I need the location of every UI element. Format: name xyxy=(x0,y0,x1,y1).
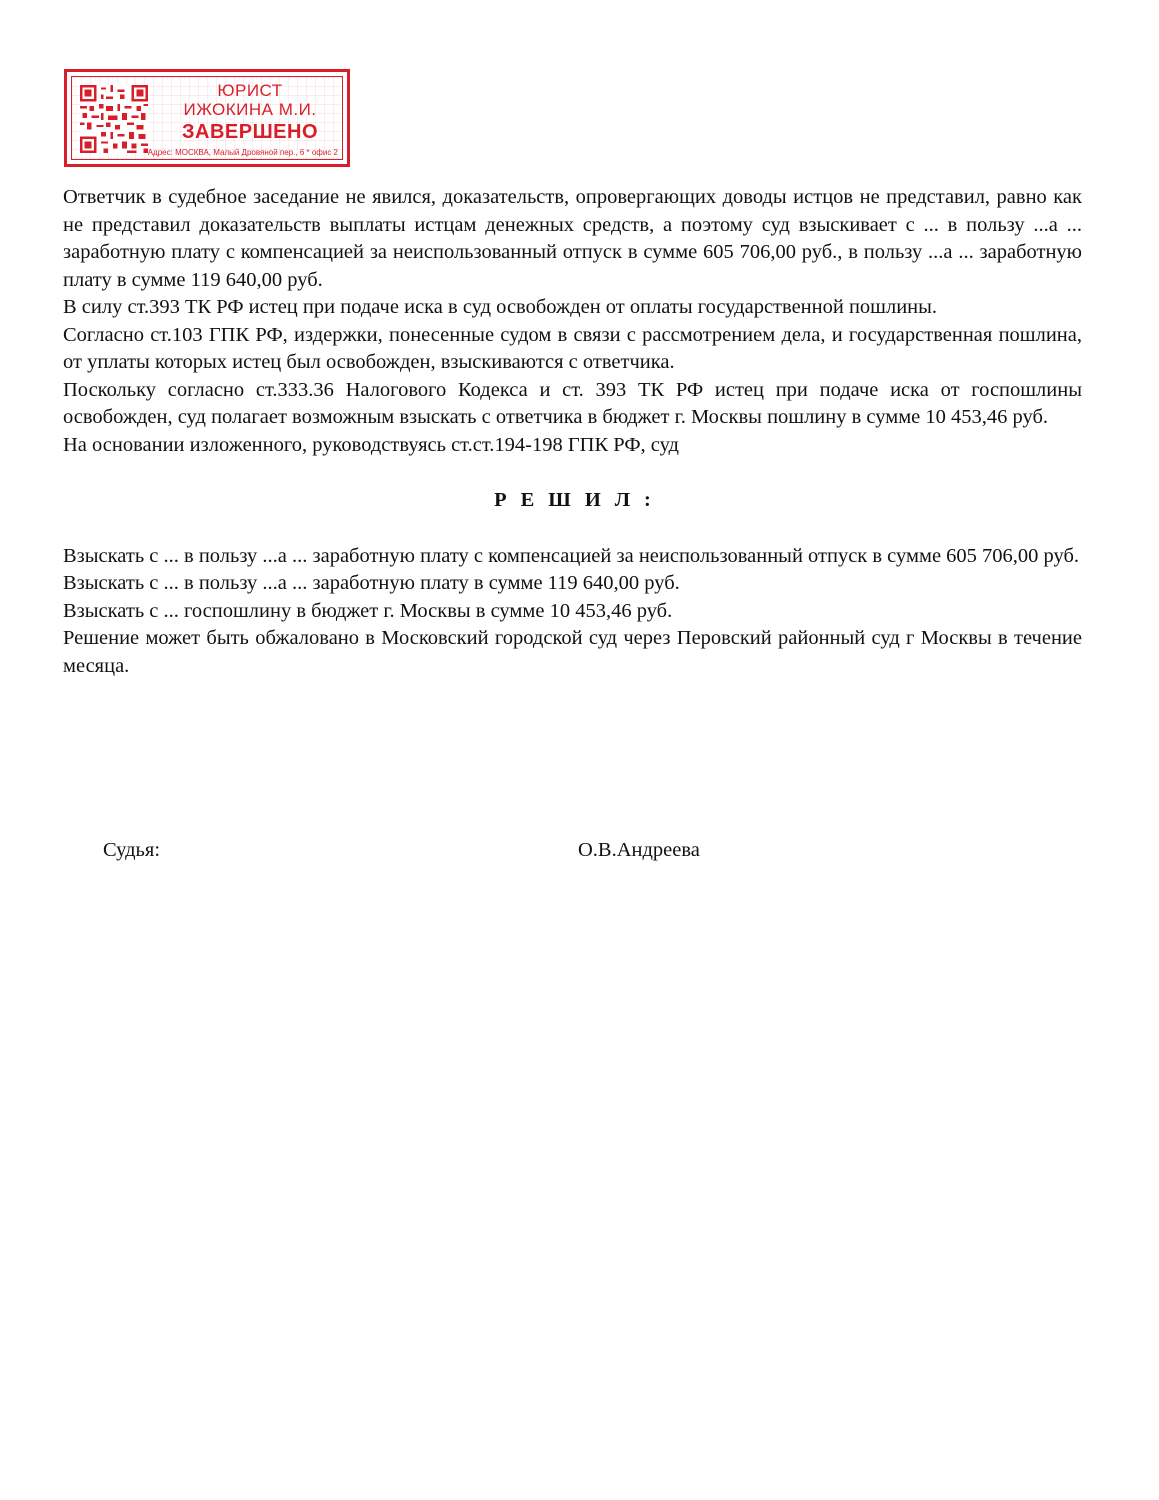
judge-label: Судья: xyxy=(103,839,161,861)
stamp-address: Адрес: МОСКВА, Малый Дровяной пер., 6 * офис 2 xyxy=(147,148,338,157)
lawyer-stamp xyxy=(64,69,350,167)
paragraph-fee-exemption: В силу ст.393 ТК РФ истец при подаче иска в суд освобожден от оплаты государственной пошлины. xyxy=(63,296,938,318)
paragraph-costs-recovery: Согласно ст.103 ГПК РФ, издержки, понесенные судом в связи с рассмотрением дела, и государственная пошлина, от уплаты которых истец был освобожден, взыскиваются с ответчика. xyxy=(63,323,1082,373)
stamp-role: ЮРИСТ xyxy=(217,81,283,100)
stamp-name: ИЖОКИНА М.И. xyxy=(183,100,317,119)
stamp-status: ЗАВЕРШЕНО xyxy=(181,121,319,143)
decision-heading: РЕШИЛ: xyxy=(494,489,665,511)
stamp-text-block xyxy=(160,81,340,144)
document-body xyxy=(63,184,1082,680)
appeal-notice: Решение может быть обжаловано в Московский городской суд через Перовский районный суд г Москвы в течение месяца. xyxy=(63,627,1082,677)
decision-item-2: Взыскать с ... в пользу ...а ... заработную плату в сумме 119 640,00 руб. xyxy=(63,572,680,594)
decision-item-1: Взыскать с ... в пользу ...а ... заработную плату с компенсацией за неиспользованный отпуск в сумме 605 706,00 руб. xyxy=(63,544,1080,567)
paragraph-state-duty: Поскольку согласно ст.333.36 Налогового Кодекса и ст. 393 ТК РФ истец при подаче иска от госпошлины освобожден, суд полагает возможным взыскать с ответчика в бюджет г. Москвы пошлину в сумме 10 453,46 руб. xyxy=(63,378,1082,428)
paragraph-defendant-absence: Ответчик в судебное заседание не явился, доказательств, опровергающих доводы истцов не представил, равно как не представил доказательств выплаты истцам денежных средств, а поэтому суд взыскивает с ... в пользу ...а ... заработную плату с компенсацией за неиспользованный отпуск в сумме 605 706,00 руб., в пользу ...а ... заработную плату в сумме 119 640,00 руб. xyxy=(63,186,1082,291)
stamp-frame xyxy=(71,76,343,160)
decision-item-3: Взыскать с ... госпошлину в бюджет г. Москвы в сумме 10 453,46 руб. xyxy=(63,599,673,622)
judge-name: О.В.Андреева xyxy=(578,839,700,861)
paragraph-basis: На основании изложенного, руководствуясь ст.ст.194-198 ГПК РФ, суд xyxy=(63,433,679,456)
qr-code-icon xyxy=(80,85,148,153)
